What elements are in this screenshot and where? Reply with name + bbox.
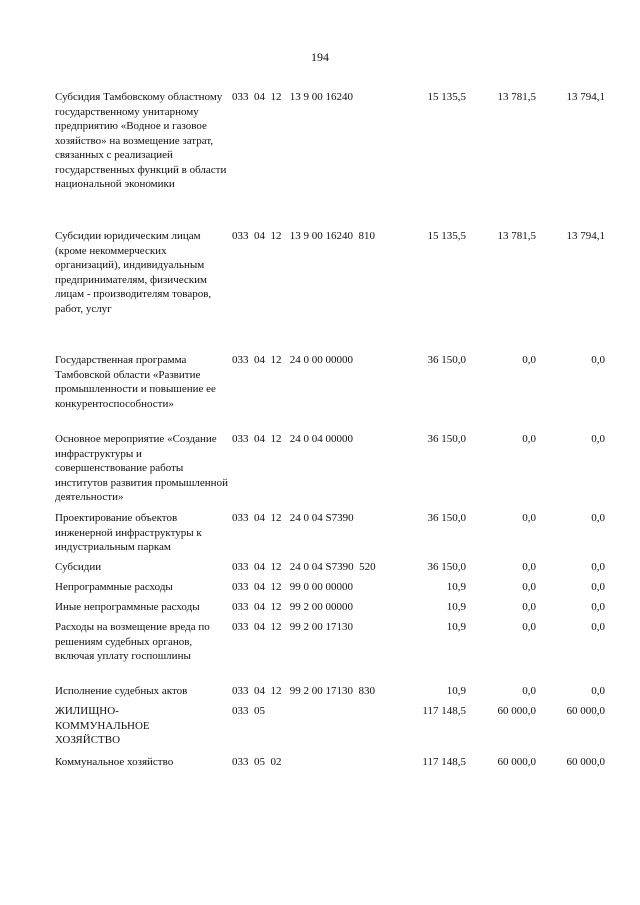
- row-code: 033 04 12 99 2 00 17130: [232, 621, 353, 633]
- row-code: 033 04 12 24 0 00 00000: [232, 354, 353, 366]
- row-value-1: 36 150,0: [427, 561, 466, 573]
- row-value-1: 10,9: [446, 685, 466, 697]
- page-number: 194: [311, 50, 329, 64]
- row-name: Проектирование объектов инженерной инфраструктуры к индустриальным паркам: [55, 512, 202, 553]
- row-value-2: 60 000,0: [497, 705, 536, 717]
- row-value-2: 13 781,5: [497, 230, 536, 242]
- row-value-1: 15 135,5: [427, 91, 466, 103]
- row-name: Расходы на возмещение вреда по решениям судебных органов, включая уплату госпошлины: [55, 621, 210, 662]
- row-value-3: 0,0: [591, 601, 605, 613]
- row-name: Субсидия Тамбовскому областному государственному унитарному предприятию «Водное и газовое хозяйство» на возмещение затрат, связанных с реализацией государственных функций в области национальной экономики: [55, 91, 227, 190]
- row-value-2: 0,0: [522, 512, 536, 524]
- row-value-2: 0,0: [522, 685, 536, 697]
- row-name: Субсидии: [55, 561, 102, 573]
- row-value-1: 10,9: [446, 621, 466, 633]
- row-code: 033 04 12 24 0 04 00000: [232, 433, 353, 445]
- row-value-2: 60 000,0: [497, 756, 536, 768]
- row-value-3: 60 000,0: [566, 756, 605, 768]
- row-value-3: 0,0: [591, 512, 605, 524]
- row-value-2: 0,0: [522, 601, 536, 613]
- row-value-3: 0,0: [591, 561, 605, 573]
- row-code: 033 04 12 99 2 00 17130 830: [232, 685, 375, 697]
- row-value-3: 0,0: [591, 621, 605, 633]
- row-value-3: 13 794,1: [566, 230, 605, 242]
- row-value-1: 10,9: [446, 581, 466, 593]
- row-name: Исполнение судебных актов: [55, 685, 188, 697]
- row-name: ЖИЛИЩНО-КОММУНАЛЬНОЕ ХОЗЯЙСТВО: [55, 705, 150, 746]
- row-value-1: 117 148,5: [422, 756, 466, 768]
- row-value-3: 0,0: [591, 433, 605, 445]
- row-value-3: 13 794,1: [566, 91, 605, 103]
- row-value-1: 36 150,0: [427, 354, 466, 366]
- row-name: Государственная программа Тамбовской области «Развитие промышленности и повышение ее конкурентоспособности»: [55, 354, 216, 410]
- row-value-1: 36 150,0: [427, 512, 466, 524]
- row-value-3: 0,0: [591, 685, 605, 697]
- row-value-3: 60 000,0: [566, 705, 605, 717]
- row-code: 033 05 02: [232, 756, 282, 768]
- row-value-2: 0,0: [522, 561, 536, 573]
- row-code: 033 05: [232, 705, 265, 717]
- row-name: Непрограммные расходы: [55, 581, 173, 593]
- row-value-2: 0,0: [522, 621, 536, 633]
- row-value-3: 0,0: [591, 354, 605, 366]
- row-name: Коммунальное хозяйство: [55, 756, 174, 768]
- row-code: 033 04 12 99 0 00 00000: [232, 581, 353, 593]
- row-code: 033 04 12 24 0 04 S7390 520: [232, 561, 376, 573]
- row-value-2: 0,0: [522, 581, 536, 593]
- row-value-1: 15 135,5: [427, 230, 466, 242]
- row-value-2: 13 781,5: [497, 91, 536, 103]
- row-value-1: 36 150,0: [427, 433, 466, 445]
- row-name: Основное мероприятие «Создание инфраструктуры и совершенствование работы институтов развития промышленной деятельности»: [55, 433, 228, 503]
- row-value-3: 0,0: [591, 581, 605, 593]
- row-value-1: 117 148,5: [422, 705, 466, 717]
- row-code: 033 04 12 99 2 00 00000: [232, 601, 353, 613]
- row-code: 033 04 12 13 9 00 16240 810: [232, 230, 375, 242]
- row-value-2: 0,0: [522, 433, 536, 445]
- row-name: Иные непрограммные расходы: [55, 601, 200, 613]
- row-name: Субсидии юридическим лицам (кроме некоммерческих организаций), индивидуальным предпринимателям, физическим лицам - производителям товаров, работ, услуг: [55, 230, 212, 315]
- row-value-2: 0,0: [522, 354, 536, 366]
- row-code: 033 04 12 24 0 04 S7390: [232, 512, 354, 524]
- row-value-1: 10,9: [446, 601, 466, 613]
- row-code: 033 04 12 13 9 00 16240: [232, 91, 353, 103]
